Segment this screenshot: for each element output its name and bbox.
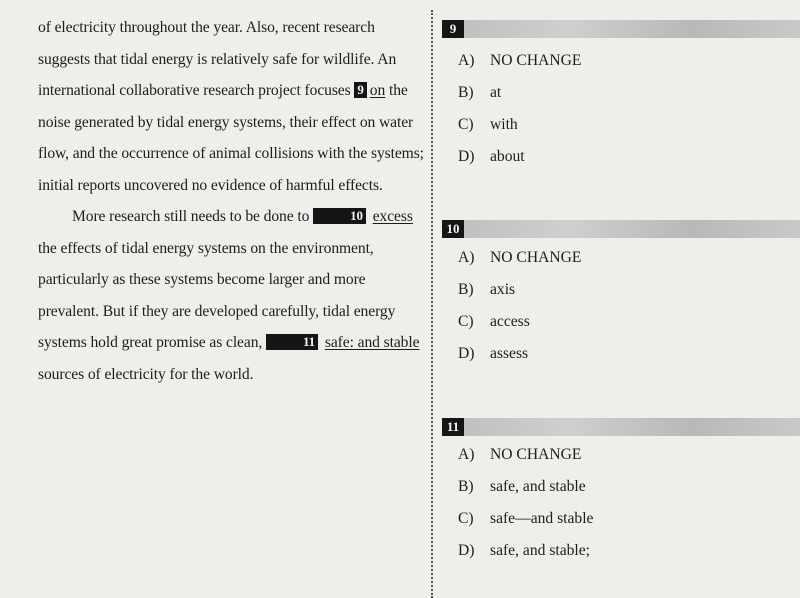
question-10-block [442,220,800,370]
passage-paragraph-2 [38,201,430,390]
option-text: safe, and stable [490,478,586,495]
answer-option[interactable] [442,503,800,535]
answer-option[interactable] [442,141,800,173]
option-text: access [490,313,530,330]
answer-option[interactable] [442,45,800,77]
option-letter: C) [458,510,474,527]
option-letter: B) [458,84,474,101]
answer-options [442,439,800,567]
question-11-underlined-text: safe: and stable [324,334,420,351]
question-number-badge: 11 [442,418,464,436]
option-letter: D) [458,345,475,362]
question-9-block [442,20,800,173]
answer-options [442,45,800,173]
passage-text: of electricity throughout the year. Also, recent research suggests that tidal energy is relatively safe for wildlife. An international collaborative research project focuses [38,19,397,99]
answer-option[interactable] [442,109,800,141]
option-text: assess [490,345,529,362]
passage-text: sources of electricity for the world. [38,365,254,383]
option-letter: A) [458,249,475,266]
option-text: NO CHANGE [490,446,582,463]
question-number-badge: 10 [442,220,464,238]
option-text: about [490,148,525,165]
answer-option[interactable] [442,77,800,109]
answer-option[interactable] [442,338,800,370]
option-letter: B) [458,281,474,298]
question-11-block [442,418,800,567]
option-text: safe—and stable [490,510,594,527]
answer-option[interactable] [442,439,800,471]
question-10-marker: 10 [313,208,366,224]
option-text: with [490,116,518,133]
option-letter: D) [458,148,475,165]
passage-paragraph-1 [38,12,430,201]
option-letter: C) [458,116,474,133]
passage-text: the noise generated by tidal energy systems, their effect on water flow, and the occurrence of animal collisions with the systems; initial reports uncovered no evidence of harmful effects. [38,82,424,194]
option-letter: A) [458,446,475,463]
option-letter: A) [458,52,475,69]
option-text: axis [490,281,516,298]
question-number-badge: 9 [442,20,464,38]
option-letter: B) [458,478,474,495]
option-letter: D) [458,542,475,559]
passage-text: More research still needs to be done to [72,208,314,225]
question-10-underlined-text: excess [372,208,413,225]
question-9-marker: 9 [354,82,366,98]
question-header-bar [442,20,800,38]
option-text: NO CHANGE [490,249,582,266]
question-11-marker: 11 [266,334,318,350]
option-text: safe, and stable; [490,542,591,559]
question-header-bar [442,418,800,436]
answer-option[interactable] [442,535,800,567]
question-9-underlined-text: on [369,82,386,99]
passage-text: the effects of tidal energy systems on the environment, particularly as these systems become larger and more prevalent. But if they are developed carefully, tidal energy systems hold great promise as clean, [38,239,396,351]
option-letter: C) [458,313,474,330]
column-divider [431,10,433,598]
answer-options [442,242,800,370]
answer-option[interactable] [442,306,800,338]
answer-option[interactable] [442,274,800,306]
option-text: at [490,84,502,101]
answer-option[interactable] [442,242,800,274]
reading-passage [38,12,430,390]
answer-option[interactable] [442,471,800,503]
question-header-bar [442,220,800,238]
option-text: NO CHANGE [490,52,582,69]
